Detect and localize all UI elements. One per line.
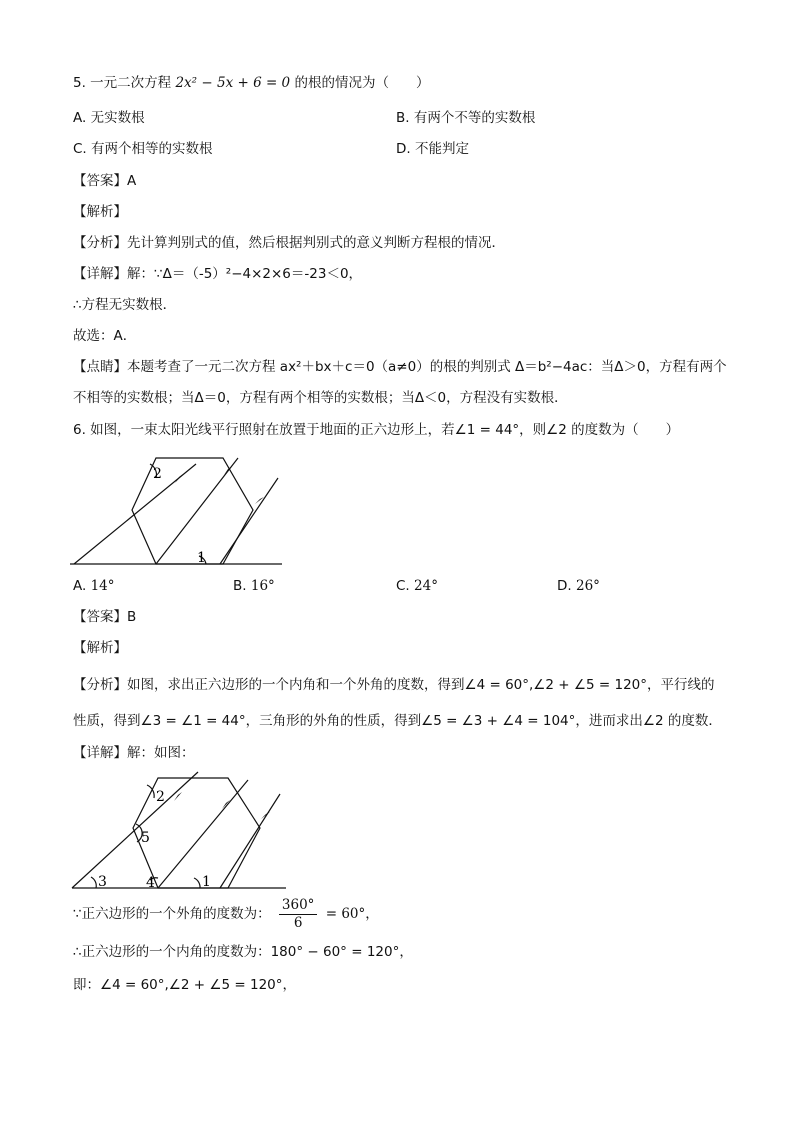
fraction-denominator: 6: [293, 914, 303, 931]
sun-ray: [72, 772, 198, 888]
angle-label-3: 3: [98, 874, 107, 890]
q6-option-a: [73, 576, 115, 596]
q5-analysis-heading: 【解析】: [73, 204, 127, 220]
fenxi-text: 如图，求出正六边形的一个内角和一个外角的度数，得到∠4 = 60°,∠2 + ∠5 = 120°，平行线的: [127, 677, 715, 693]
q5-conclusion: ∴方程无实数根．: [73, 297, 177, 313]
option-key: D.: [557, 578, 572, 594]
q5-answer: [73, 171, 136, 191]
sun-ray: [220, 478, 278, 564]
q6-stem: 6. 如图，一束太阳光线平行照射在放置于地面的正六边形上，若∠1 = 44°，则∠2 的度数为（ ）: [73, 422, 680, 438]
fenxi-text: 先计算判别式的值，然后根据判别式的意义判断方程根的情况．: [127, 235, 505, 251]
detail-label: 【详解】: [73, 266, 127, 282]
option-key: B.: [233, 578, 247, 594]
comment-text: 本题考查了一元二次方程 ax²＋bx＋c＝0（a≠0）的根的判别式 Δ＝b²−4ac：当Δ＞0，方程有两个: [127, 359, 727, 375]
q6-figure-solution: [70, 770, 292, 892]
q5-equation: 2x² − 5x + 6 = 0: [175, 75, 291, 91]
q6-step1: [73, 896, 379, 932]
sun-ray: [220, 794, 280, 888]
option-text: 26°: [575, 578, 600, 594]
detail-text: 解：如图：: [127, 745, 195, 761]
option-text: 不能判定: [414, 141, 469, 157]
arrow-icon: [222, 800, 230, 809]
comment-label: 【点睛】: [73, 359, 127, 375]
q5-stem-prefix: 5. 一元二次方程: [73, 75, 172, 91]
q5-option-d: [396, 139, 469, 159]
arrow-icon: [261, 812, 270, 819]
option-text: 无实数根: [90, 110, 145, 126]
option-key: B.: [396, 110, 410, 126]
q5-comment-line1: [73, 357, 727, 377]
q6-fenxi-line1: [73, 675, 715, 695]
angle-arc: [91, 877, 96, 888]
q5-stem-suffix: 的根的情况为（ ）: [294, 75, 430, 91]
q5-option-b: [396, 108, 535, 128]
option-key: A.: [73, 578, 87, 594]
q5-detail: [73, 264, 362, 284]
q6-option-c: [396, 576, 438, 596]
q5-stem: [73, 73, 429, 93]
q5-fenxi: [73, 233, 505, 253]
fraction: [279, 897, 318, 932]
detail-text: 解：∵Δ＝（-5）²−4×2×6＝-23＜0，: [127, 266, 363, 282]
angle-label-5: 5: [141, 830, 150, 846]
option-text: 14°: [90, 578, 115, 594]
q6-option-d: [557, 576, 600, 596]
option-text: 有两个不等的实数根: [413, 110, 536, 126]
q6-step2: ∴正六边形的一个内角的度数为：180° − 60° = 120°，: [73, 944, 413, 960]
option-key: C.: [73, 141, 87, 157]
option-text: 24°: [414, 578, 438, 594]
q6-option-b: [233, 576, 275, 596]
answer-value: A: [127, 173, 137, 189]
angle-label-1: 1: [197, 550, 206, 566]
q6-fenxi-line2: 性质，得到∠3 = ∠1 = 44°，三角形的外角的性质，得到∠5 = ∠3 + ∠4 = 104°，进而求出∠2 的度数．: [73, 713, 722, 729]
fenxi-label: 【分析】: [73, 677, 127, 693]
q5-option-a: [73, 108, 145, 128]
fraction-numerator: 360°: [279, 897, 318, 915]
step1-text: ∵正六边形的一个外角的度数为：: [73, 906, 271, 922]
angle-label-4: 4: [146, 875, 155, 891]
hexagon: [133, 778, 260, 888]
q6-answer: [73, 607, 136, 627]
detail-label: 【详解】: [73, 745, 127, 761]
angle-label-1: 1: [202, 874, 211, 890]
angle-label-2: 2: [156, 789, 165, 805]
option-text: 有两个相等的实数根: [91, 141, 213, 157]
q5-comment-line2: 不相等的实数根；当Δ＝0，方程有两个相等的实数根；当Δ＜0，方程没有实数根．: [73, 390, 568, 406]
answer-label: 【答案】: [73, 173, 127, 189]
hexagon: [132, 458, 253, 564]
q5-option-c: [73, 139, 213, 159]
option-key: C.: [396, 578, 410, 594]
sun-ray: [156, 458, 238, 564]
answer-value: B: [127, 609, 137, 625]
step1-result: = 60°，: [325, 906, 379, 922]
option-text: 16°: [250, 578, 275, 594]
answer-label: 【答案】: [73, 609, 127, 625]
option-key: A.: [73, 110, 87, 126]
q6-detail: [73, 743, 195, 763]
angle-arc: [194, 878, 200, 888]
option-key: D.: [396, 141, 411, 157]
q6-analysis-heading: 【解析】: [73, 640, 127, 656]
q6-figure-hexagon: [70, 452, 290, 570]
angle-label-2: 2: [153, 466, 162, 482]
q5-choose: 故选：A．: [73, 328, 137, 344]
fenxi-label: 【分析】: [73, 235, 127, 251]
q6-step3: 即：∠4 = 60°,∠2 + ∠5 = 120°，: [73, 977, 296, 993]
